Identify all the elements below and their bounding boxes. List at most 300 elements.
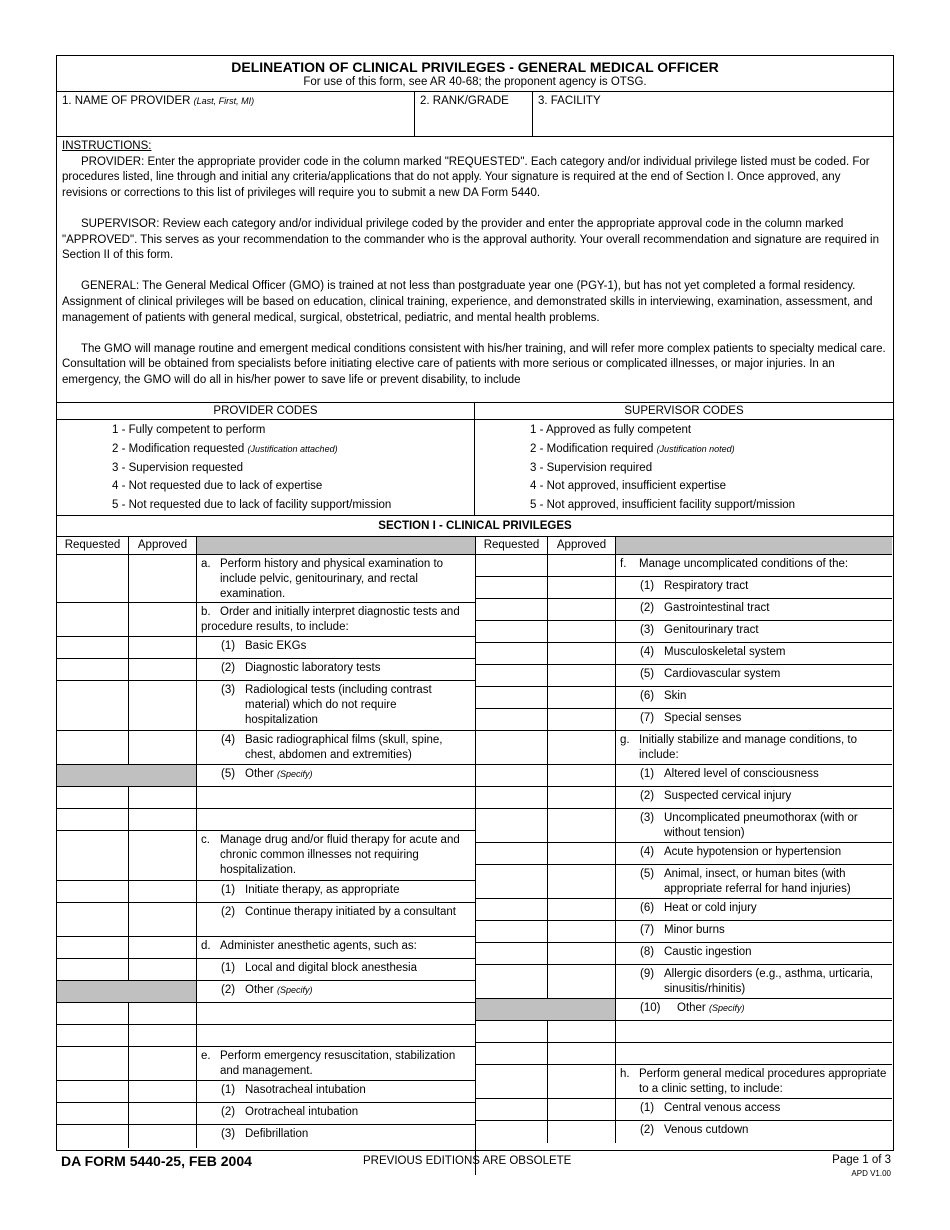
privilege-row bbox=[57, 765, 475, 787]
facility-field[interactable] bbox=[533, 92, 893, 136]
privilege-text: Acute hypotension or hypertension bbox=[664, 846, 842, 858]
approved-code-cell[interactable] bbox=[129, 1125, 197, 1148]
approved-code-cell[interactable] bbox=[129, 1103, 197, 1124]
privilege-label bbox=[616, 787, 892, 804]
requested-code-cell[interactable] bbox=[476, 1065, 548, 1098]
requested-code-cell[interactable] bbox=[57, 555, 129, 602]
requested-code-cell[interactable] bbox=[57, 881, 129, 902]
privilege-text: Basic radiographical films (skull, spine, chest, abdomen and extremities) bbox=[245, 734, 443, 761]
privilege-text: Cardiovascular system bbox=[664, 668, 781, 680]
privilege-row bbox=[57, 1125, 475, 1148]
privilege-number: (4) bbox=[640, 846, 655, 858]
privilege-label bbox=[616, 1065, 892, 1097]
supervisor-codes bbox=[475, 403, 893, 515]
requested-code-cell[interactable] bbox=[476, 621, 548, 642]
privilege-number: (2) bbox=[221, 1106, 236, 1118]
privilege-label bbox=[197, 603, 475, 635]
privilege-text-block bbox=[640, 645, 888, 660]
code-note: (Justification noted) bbox=[656, 443, 735, 454]
privilege-row bbox=[476, 787, 892, 809]
form-footer bbox=[61, 1153, 891, 1183]
specify-entry-field[interactable] bbox=[616, 1043, 892, 1066]
specify-entry-field[interactable] bbox=[197, 809, 475, 832]
privilege-text: Gastrointestinal tract bbox=[664, 602, 770, 614]
privilege-text-block bbox=[620, 1067, 888, 1097]
privilege-text: Manage drug and/or fluid therapy for acute and chronic common illnesses not requiring hospitalization. bbox=[220, 834, 460, 876]
privilege-text: Perform history and physical examination to include pelvic, genitourinary, and rectal examination. bbox=[220, 558, 444, 600]
privilege-label bbox=[616, 731, 892, 763]
approved-code-cell[interactable] bbox=[129, 937, 197, 958]
privilege-row bbox=[476, 921, 892, 943]
approved-code-cell[interactable] bbox=[548, 687, 616, 708]
requested-code-cell[interactable] bbox=[476, 687, 548, 708]
specify-entry-field[interactable] bbox=[197, 1025, 475, 1048]
code-text: 5 - Not approved, insufficient facility support/mission bbox=[530, 499, 796, 512]
approved-code-cell[interactable] bbox=[548, 643, 616, 664]
provider-name-field[interactable] bbox=[57, 92, 415, 136]
privilege-text-block bbox=[640, 867, 888, 897]
requested-code-cell[interactable] bbox=[57, 681, 129, 730]
approved-code-cell[interactable] bbox=[548, 921, 616, 942]
privilege-number: (1) bbox=[640, 1102, 655, 1114]
privilege-number: (6) bbox=[640, 902, 655, 914]
approved-code-cell[interactable] bbox=[129, 731, 197, 764]
privilege-label bbox=[616, 709, 892, 726]
privilege-row bbox=[57, 637, 475, 659]
approved-code-cell[interactable] bbox=[548, 865, 616, 898]
approved-code-cell[interactable] bbox=[548, 1099, 616, 1120]
obsolete-notice: PREVIOUS EDITIONS ARE OBSOLETE bbox=[363, 1155, 572, 1167]
requested-code-cell[interactable] bbox=[57, 959, 129, 980]
approved-code-cell[interactable] bbox=[548, 577, 616, 598]
privilege-row bbox=[476, 621, 892, 643]
shaded-code-cell bbox=[57, 981, 197, 1002]
privilege-text-block bbox=[221, 883, 471, 898]
privilege-row bbox=[57, 831, 475, 881]
privilege-label bbox=[616, 1121, 892, 1138]
codes-block bbox=[57, 403, 893, 516]
requested-code-cell[interactable] bbox=[57, 809, 129, 830]
privilege-text-block bbox=[221, 639, 471, 654]
privilege-label bbox=[197, 1125, 475, 1142]
approved-code-cell[interactable] bbox=[129, 1081, 197, 1102]
privilege-number: (5) bbox=[640, 668, 655, 680]
requested-code-cell[interactable] bbox=[476, 943, 548, 964]
requested-code-cell[interactable] bbox=[476, 665, 548, 686]
requested-code-cell[interactable] bbox=[57, 937, 129, 958]
privilege-label bbox=[616, 555, 892, 572]
form-version: APD V1.00 bbox=[851, 1169, 891, 1178]
privilege-text-block bbox=[221, 661, 471, 676]
privilege-row bbox=[476, 865, 892, 899]
approved-code-cell[interactable] bbox=[129, 831, 197, 880]
privilege-label bbox=[616, 665, 892, 682]
general-instructions: GENERAL: The General Medical Officer (GMO) is trained at not less than postgraduate year one (PGY-1), but has not yet completed a formal residency. Assignment of clinical privileges will be based on education, clinical training, experience, and demonstrated skills in interviewing, examination, assessment, and management of patients with general medical, surgical, obstetrical, pediatric, and mental health problems. bbox=[62, 280, 873, 324]
requested-code-cell[interactable] bbox=[476, 1121, 548, 1143]
privilege-number: (3) bbox=[221, 1128, 236, 1140]
privilege-label bbox=[197, 959, 475, 976]
requested-code-cell[interactable] bbox=[476, 643, 548, 664]
code-text: 1 - Fully competent to perform bbox=[112, 424, 266, 436]
privilege-label bbox=[197, 831, 475, 878]
approved-code-cell[interactable] bbox=[129, 659, 197, 680]
privilege-number: (1) bbox=[640, 768, 655, 780]
supervisor-instructions: SUPERVISOR: Review each category and/or individual privilege coded by the provider and enter the appropriate approval code in the column marked "APPROVED". This serves as your recommendation to the commander who is the approval authority. Your overall recommendation and signature are required in Section II of this form. bbox=[62, 217, 879, 262]
supervisor-codes-list bbox=[475, 420, 893, 515]
privilege-text: Radiological tests (including contrast material) which do not require hospitalization bbox=[245, 684, 432, 726]
privilege-number: (4) bbox=[221, 734, 236, 746]
privilege-label bbox=[616, 621, 892, 638]
privilege-text: Uncomplicated pneumothorax (with or without tension) bbox=[664, 812, 858, 839]
privilege-text: Continue therapy initiated by a consultant bbox=[245, 906, 456, 918]
code-text: 5 - Not requested due to lack of facility support/mission bbox=[112, 499, 392, 512]
privilege-text: Caustic ingestion bbox=[664, 946, 752, 958]
approved-code-cell[interactable] bbox=[129, 809, 197, 830]
approved-code-cell[interactable] bbox=[129, 555, 197, 602]
privilege-text: Other bbox=[677, 1002, 709, 1014]
table-header-row bbox=[57, 537, 475, 555]
privilege-row bbox=[57, 809, 475, 831]
privilege-label bbox=[197, 903, 475, 920]
requested-code-cell[interactable] bbox=[476, 921, 548, 942]
approved-code-cell[interactable] bbox=[129, 787, 197, 808]
privileges-left-column bbox=[57, 537, 476, 1175]
privilege-text: Nasotracheal intubation bbox=[245, 1084, 366, 1096]
privilege-label bbox=[616, 943, 892, 960]
requested-code-cell[interactable] bbox=[476, 843, 548, 864]
requested-code-cell[interactable] bbox=[476, 809, 548, 842]
privilege-row bbox=[57, 937, 475, 959]
privilege-number: (1) bbox=[221, 1084, 236, 1096]
form-subtitle: For use of this form, see AR 40-68; the proponent agency is OTSG. bbox=[303, 76, 647, 88]
code-item bbox=[112, 459, 474, 478]
privilege-text: Animal, insect, or human bites (with appropriate referral for hand injuries) bbox=[664, 868, 851, 895]
privilege-column-header bbox=[616, 537, 892, 554]
privilege-row bbox=[476, 1121, 892, 1143]
privilege-label bbox=[197, 765, 475, 782]
privilege-text-block bbox=[221, 983, 471, 998]
approved-code-cell[interactable] bbox=[129, 1003, 197, 1024]
approved-code-cell[interactable] bbox=[548, 1021, 616, 1042]
requested-code-cell[interactable] bbox=[476, 865, 548, 898]
privilege-row bbox=[476, 899, 892, 921]
privilege-text-block bbox=[620, 557, 888, 572]
requested-code-cell[interactable] bbox=[476, 965, 548, 998]
approved-code-cell[interactable] bbox=[548, 1121, 616, 1143]
code-text: 2 - Modification required bbox=[530, 442, 657, 455]
approved-column-header: Approved bbox=[548, 537, 616, 554]
requested-code-cell[interactable] bbox=[57, 1025, 129, 1046]
privilege-number: a. bbox=[201, 558, 211, 570]
table-header-row bbox=[476, 537, 892, 555]
privilege-text: Other bbox=[245, 768, 277, 780]
privilege-text-block bbox=[201, 833, 471, 878]
privilege-row bbox=[57, 903, 475, 937]
privilege-number: (2) bbox=[640, 1124, 655, 1136]
approved-code-cell[interactable] bbox=[548, 599, 616, 620]
privilege-text: Administer anesthetic agents, such as: bbox=[220, 940, 417, 952]
privilege-label bbox=[616, 965, 892, 997]
privilege-text-block bbox=[201, 1049, 471, 1079]
privilege-number: (6) bbox=[640, 690, 655, 702]
requested-code-cell[interactable] bbox=[476, 1043, 548, 1064]
shaded-code-cell bbox=[476, 999, 616, 1020]
privilege-text-block bbox=[221, 961, 471, 976]
privilege-row bbox=[57, 881, 475, 903]
privilege-number: (5) bbox=[221, 768, 236, 780]
privilege-number: (5) bbox=[640, 868, 655, 880]
requested-code-cell[interactable] bbox=[476, 731, 548, 764]
code-item bbox=[112, 496, 474, 515]
approved-code-cell[interactable] bbox=[548, 787, 616, 808]
code-item bbox=[112, 421, 474, 440]
privilege-row bbox=[476, 765, 892, 787]
code-note: (Justification attached) bbox=[247, 443, 338, 454]
privilege-row bbox=[476, 843, 892, 865]
approved-code-cell[interactable] bbox=[129, 637, 197, 658]
privilege-number: e. bbox=[201, 1050, 211, 1062]
requested-code-cell[interactable] bbox=[476, 555, 548, 576]
privilege-text: Genitourinary tract bbox=[664, 624, 759, 636]
requested-code-cell[interactable] bbox=[476, 787, 548, 808]
provider-info-row bbox=[57, 92, 893, 137]
approved-column-header: Approved bbox=[129, 537, 197, 554]
privilege-text: Other bbox=[245, 984, 277, 996]
privilege-text: Suspected cervical injury bbox=[664, 790, 792, 802]
privilege-text-block bbox=[620, 733, 888, 763]
privilege-label bbox=[616, 765, 892, 782]
privilege-row bbox=[476, 1021, 892, 1043]
privilege-row bbox=[57, 1103, 475, 1125]
privilege-number: (8) bbox=[640, 946, 655, 958]
privilege-text: Heat or cold injury bbox=[664, 902, 757, 914]
instructions-heading: INSTRUCTIONS: bbox=[62, 140, 152, 152]
privilege-text: Initiate therapy, as appropriate bbox=[245, 884, 400, 896]
privilege-text-block bbox=[640, 811, 888, 841]
privilege-number: (3) bbox=[221, 684, 236, 696]
privilege-text: Perform general medical procedures appropriate to a clinic setting, to include: bbox=[639, 1068, 887, 1095]
privilege-row bbox=[57, 981, 475, 1003]
privilege-text-block bbox=[640, 923, 888, 938]
approved-code-cell[interactable] bbox=[129, 881, 197, 902]
privilege-text-block bbox=[640, 945, 888, 960]
privilege-label bbox=[197, 659, 475, 676]
privilege-row bbox=[57, 659, 475, 681]
privilege-number: (4) bbox=[640, 646, 655, 658]
privilege-text-block bbox=[221, 1083, 471, 1098]
privilege-number: (2) bbox=[640, 602, 655, 614]
approved-code-cell[interactable] bbox=[129, 959, 197, 980]
privilege-row bbox=[476, 599, 892, 621]
approved-code-cell[interactable] bbox=[548, 843, 616, 864]
privilege-text: Respiratory tract bbox=[664, 580, 749, 592]
privilege-row bbox=[476, 731, 892, 765]
requested-code-cell[interactable] bbox=[57, 1003, 129, 1024]
approved-code-cell[interactable] bbox=[548, 555, 616, 576]
privilege-row bbox=[57, 1025, 475, 1047]
requested-code-cell[interactable] bbox=[476, 577, 548, 598]
privilege-row bbox=[57, 1047, 475, 1081]
provider-instructions-text: Enter the appropriate provider code in the column marked "REQUESTED". Each category and/or individual privilege listed must be coded. For procedures listed, line through and initial any criteria/applications that do not apply. Your signature is required at the end of Section I. Once approved, any revisions or corrections to this list of privileges will require you to submit a new DA Form 5440. bbox=[62, 155, 870, 199]
privilege-label bbox=[616, 599, 892, 616]
requested-code-cell[interactable] bbox=[57, 903, 129, 936]
privilege-text-block bbox=[221, 905, 471, 920]
privilege-row bbox=[57, 555, 475, 603]
code-text: 3 - Supervision requested bbox=[112, 461, 244, 474]
requested-code-cell[interactable] bbox=[57, 787, 129, 808]
privilege-text-block bbox=[640, 711, 888, 726]
privilege-number: (1) bbox=[221, 962, 236, 974]
approved-code-cell[interactable] bbox=[129, 903, 197, 936]
approved-code-cell[interactable] bbox=[548, 765, 616, 786]
code-text: 2 - Modification requested bbox=[112, 442, 248, 455]
form-number: DA FORM 5440-25, FEB 2004 bbox=[61, 1153, 252, 1169]
privilege-number: (3) bbox=[640, 812, 655, 824]
privilege-text-block bbox=[221, 1105, 471, 1120]
privilege-label bbox=[616, 1099, 892, 1116]
privilege-label bbox=[197, 937, 475, 954]
privilege-row bbox=[57, 681, 475, 731]
section-title: SECTION I - CLINICAL PRIVILEGES bbox=[57, 516, 893, 537]
privilege-number: f. bbox=[620, 558, 627, 570]
requested-code-cell[interactable] bbox=[476, 899, 548, 920]
privileges-right-column bbox=[476, 537, 892, 1175]
specify-note: (Specify) bbox=[276, 769, 313, 779]
approved-code-cell[interactable] bbox=[548, 1043, 616, 1064]
privilege-label bbox=[197, 637, 475, 654]
privilege-number: b. bbox=[201, 606, 211, 618]
privilege-label bbox=[197, 1047, 475, 1079]
code-item bbox=[530, 421, 893, 440]
privilege-row bbox=[476, 643, 892, 665]
privilege-number: (7) bbox=[640, 924, 655, 936]
specify-entry-field[interactable] bbox=[616, 1021, 892, 1044]
privilege-text: Venous cutdown bbox=[664, 1124, 749, 1136]
privilege-text-block bbox=[640, 901, 888, 916]
privilege-text-block bbox=[640, 689, 888, 704]
privilege-number: (9) bbox=[640, 968, 655, 980]
requested-code-cell[interactable] bbox=[476, 599, 548, 620]
approved-code-cell[interactable] bbox=[129, 681, 197, 730]
requested-code-cell[interactable] bbox=[57, 1081, 129, 1102]
rank-grade-field[interactable] bbox=[415, 92, 533, 136]
privilege-text-block bbox=[640, 967, 888, 997]
code-item bbox=[530, 459, 893, 478]
privilege-text: Initially stabilize and manage conditions, to include: bbox=[639, 734, 857, 761]
privilege-label bbox=[197, 981, 475, 998]
form-title: DELINEATION OF CLINICAL PRIVILEGES - GENERAL MEDICAL OFFICER bbox=[231, 59, 719, 75]
requested-code-cell[interactable] bbox=[476, 1099, 548, 1120]
privilege-number: g. bbox=[620, 734, 630, 746]
privilege-row bbox=[57, 1081, 475, 1103]
privilege-label bbox=[197, 1103, 475, 1120]
privilege-label bbox=[616, 843, 892, 860]
approved-code-cell[interactable] bbox=[548, 731, 616, 764]
approved-code-cell[interactable] bbox=[548, 965, 616, 998]
specify-entry-field[interactable] bbox=[197, 787, 475, 810]
supervisor-codes-heading: SUPERVISOR CODES bbox=[475, 403, 893, 420]
approved-code-cell[interactable] bbox=[129, 1025, 197, 1046]
privilege-label bbox=[616, 643, 892, 660]
privilege-text: Minor burns bbox=[664, 924, 725, 936]
privilege-number: (1) bbox=[221, 884, 236, 896]
privilege-row bbox=[476, 809, 892, 843]
requested-code-cell[interactable] bbox=[476, 1021, 548, 1042]
privilege-number: (2) bbox=[221, 984, 236, 996]
privilege-text: Altered level of consciousness bbox=[664, 768, 819, 780]
provider-name-hint: (Last, First, MI) bbox=[193, 96, 255, 106]
approved-code-cell[interactable] bbox=[548, 1065, 616, 1098]
form-page bbox=[56, 55, 894, 1151]
approved-code-cell[interactable] bbox=[548, 665, 616, 686]
privilege-row bbox=[476, 999, 892, 1021]
shaded-code-cell bbox=[57, 765, 197, 786]
code-item bbox=[112, 477, 474, 496]
code-text: 3 - Supervision required bbox=[530, 461, 653, 474]
code-text: 1 - Approved as fully competent bbox=[530, 424, 692, 436]
privilege-text: Special senses bbox=[664, 712, 742, 724]
privilege-row bbox=[476, 555, 892, 577]
privilege-text-block bbox=[221, 733, 471, 763]
requested-code-cell[interactable] bbox=[57, 659, 129, 680]
privilege-number: (2) bbox=[640, 790, 655, 802]
privilege-number: c. bbox=[201, 834, 210, 846]
requested-code-cell[interactable] bbox=[57, 637, 129, 658]
privilege-row bbox=[57, 603, 475, 637]
instructions-block bbox=[57, 137, 893, 403]
approved-code-cell[interactable] bbox=[548, 621, 616, 642]
privilege-text-block bbox=[640, 601, 888, 616]
provider-codes bbox=[57, 403, 475, 515]
provider-codes-heading: PROVIDER CODES bbox=[57, 403, 474, 420]
privilege-label bbox=[616, 999, 892, 1016]
privilege-label bbox=[616, 899, 892, 916]
code-item bbox=[112, 440, 474, 459]
requested-code-cell[interactable] bbox=[57, 1103, 129, 1124]
privilege-label bbox=[197, 1081, 475, 1098]
privilege-text-block bbox=[221, 683, 471, 728]
provider-codes-list bbox=[57, 420, 474, 515]
specify-note: (Specify) bbox=[276, 985, 313, 995]
code-item bbox=[530, 496, 893, 515]
privilege-text: Perform emergency resuscitation, stabilization and management. bbox=[220, 1050, 456, 1077]
privilege-text-block bbox=[640, 579, 888, 594]
requested-code-cell[interactable] bbox=[57, 1125, 129, 1148]
approved-code-cell[interactable] bbox=[548, 709, 616, 730]
privilege-text-block bbox=[640, 1001, 888, 1016]
privilege-number: (10) bbox=[640, 1002, 661, 1014]
approved-code-cell[interactable] bbox=[548, 899, 616, 920]
requested-code-cell[interactable] bbox=[476, 709, 548, 730]
facility-label: 3. FACILITY bbox=[538, 95, 601, 107]
code-item bbox=[530, 477, 893, 496]
privilege-text-block bbox=[221, 1127, 471, 1142]
privilege-text: Defibrillation bbox=[245, 1128, 309, 1140]
privilege-text-block bbox=[640, 845, 888, 860]
requested-code-cell[interactable] bbox=[57, 831, 129, 880]
requested-code-cell[interactable] bbox=[57, 731, 129, 764]
privilege-text: Musculoskeletal system bbox=[664, 646, 786, 658]
requested-code-cell[interactable] bbox=[57, 603, 129, 636]
privilege-column-header bbox=[197, 537, 475, 554]
specify-entry-field[interactable] bbox=[197, 1003, 475, 1026]
approved-code-cell[interactable] bbox=[548, 943, 616, 964]
requested-code-cell[interactable] bbox=[476, 765, 548, 786]
approved-code-cell[interactable] bbox=[548, 809, 616, 842]
approved-code-cell[interactable] bbox=[129, 1047, 197, 1080]
approved-code-cell[interactable] bbox=[129, 603, 197, 636]
requested-code-cell[interactable] bbox=[57, 1047, 129, 1080]
